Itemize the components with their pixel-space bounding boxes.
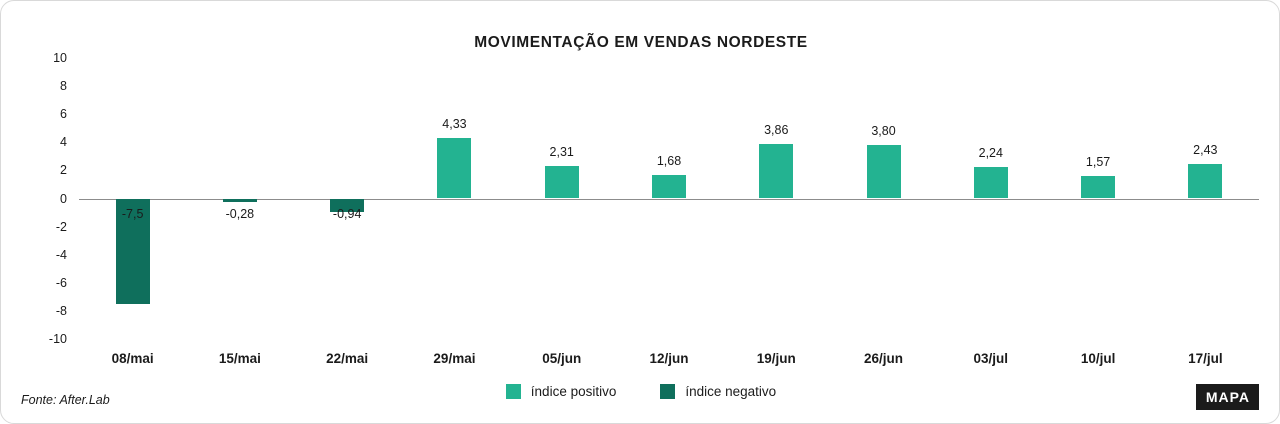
- bar-group: [401, 58, 508, 366]
- bar-group: [1152, 58, 1259, 366]
- x-axis-tick: 19/jun: [756, 351, 796, 366]
- y-axis-tick: -4: [55, 247, 67, 262]
- x-axis-tick: 26/jun: [864, 351, 904, 366]
- legend-item-positive[interactable]: [506, 384, 617, 399]
- bar-group: [186, 58, 293, 366]
- source-note: Fonte: After.Lab: [21, 393, 110, 407]
- legend-swatch-positive: [506, 384, 521, 399]
- bar-group: [937, 58, 1044, 366]
- y-axis-tick: 8: [60, 79, 67, 94]
- bar-value-label: 2,31: [549, 145, 574, 160]
- bar-value-label: 4,33: [442, 116, 467, 131]
- legend-label-positive: índice positivo: [530, 384, 617, 399]
- bar-group: [723, 58, 830, 366]
- bar-value-label: 3,80: [871, 124, 896, 139]
- x-axis-tick: 17/jul: [1188, 351, 1223, 366]
- bar[interactable]: [545, 166, 579, 198]
- legend: [1, 384, 1280, 399]
- x-axis-tick: 15/mai: [218, 351, 261, 366]
- y-axis-tick: 4: [60, 135, 67, 150]
- y-axis-tick: -6: [55, 275, 67, 290]
- bar-group: [830, 58, 937, 366]
- bar-group: [615, 58, 722, 366]
- bar[interactable]: [1081, 176, 1115, 198]
- bar[interactable]: [652, 175, 686, 199]
- bar[interactable]: [1188, 164, 1222, 198]
- plot-area: [48, 51, 1259, 366]
- x-axis-tick: 08/mai: [111, 351, 154, 366]
- y-axis-tick: 10: [53, 51, 67, 65]
- y-axis-tick: 2: [60, 163, 67, 178]
- bar[interactable]: [223, 199, 257, 203]
- bar-group: [294, 58, 401, 366]
- brand-logo: MAPA: [1196, 384, 1259, 410]
- bar-group: [1044, 58, 1151, 366]
- y-axis-tick: -2: [55, 219, 67, 234]
- bar-value-label: -0,94: [332, 206, 362, 221]
- bar-group: [79, 58, 186, 366]
- x-axis-tick: 29/mai: [433, 351, 476, 366]
- bar-value-label: 1,68: [656, 153, 682, 168]
- bar-group: [508, 58, 615, 366]
- bar-value-label: 2,24: [978, 146, 1003, 161]
- bar[interactable]: [974, 167, 1008, 198]
- bar-value-label: 1,57: [1085, 155, 1111, 170]
- x-axis-tick: 22/mai: [326, 351, 369, 366]
- x-axis-tick: 03/jul: [973, 351, 1009, 366]
- bar[interactable]: [867, 145, 901, 198]
- legend-label-negative: índice negativo: [685, 384, 777, 399]
- bar[interactable]: [437, 138, 471, 199]
- bar-value-label: -0,28: [225, 206, 255, 221]
- x-axis-tick: 10/jul: [1080, 351, 1116, 366]
- y-axis-tick: -10: [48, 332, 67, 346]
- legend-swatch-negative: [660, 384, 675, 399]
- y-axis-tick: -8: [55, 303, 67, 318]
- bar-value-label: 2,43: [1193, 143, 1218, 158]
- y-axis-tick: 6: [60, 107, 67, 122]
- x-axis-tick: 05/jun: [542, 351, 582, 366]
- bar[interactable]: [759, 144, 793, 198]
- bar-value-label: -7,5: [121, 206, 144, 221]
- bar-value-label: 3,86: [764, 123, 789, 138]
- x-axis-tick: 12/jun: [649, 351, 689, 366]
- y-axis-tick: 0: [60, 191, 67, 206]
- legend-item-negative[interactable]: [660, 384, 776, 399]
- chart-title: MOVIMENTAÇÃO EM VENDAS NORDESTE: [474, 34, 808, 51]
